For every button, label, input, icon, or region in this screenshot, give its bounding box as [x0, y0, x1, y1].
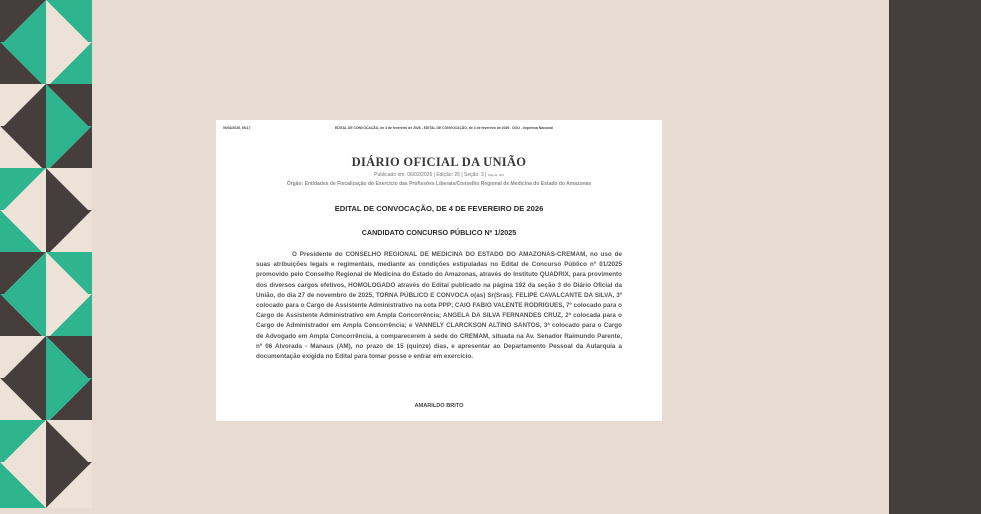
document-subtitle: CANDIDATO CONCURSO PÚBLICO Nº 1/2025 — [361, 228, 517, 237]
publication-page: Página: 263 — [487, 173, 504, 177]
document-title: EDITAL DE CONVOCAÇÃO, DE 4 DE FEVEREIRO DE 2026 — [334, 204, 544, 213]
publication-info — [216, 172, 662, 178]
right-decorative-band — [889, 0, 981, 514]
issuing-agency: Órgão: Entidades de Fiscalização do Exercício das Profissões Liberais/Conselho Regional de Medicina do Estado do Amazonas — [286, 181, 592, 187]
print-header — [223, 126, 655, 132]
publication-info-text: Publicado em: 06/02/2026 | Edição: 26 | Seção: 3 | — [374, 172, 487, 178]
geometric-pattern-band — [0, 0, 92, 514]
signature-name: AMARILDO BRITO — [414, 403, 464, 409]
print-page-title: EDITAL DE CONVOCAÇÃO, de 4 de fevereiro de 2026 - EDITAL DE CONVOCAÇÃO, de 4 de fevereiro de 2026 - DOU - Imprensa Nacional — [335, 126, 553, 130]
masthead: DIÁRIO OFICIAL DA UNIÃO — [351, 155, 527, 169]
document-body: O Presidente do CONSELHO REGIONAL DE MEDICINA DO ESTADO DO AMAZONAS-CREMAM, no uso de suas atribuições legais e regimentais, mediante as condições estipuladas no Edital de Concurso Público nº 01/2025 promovido pelo Conselho Regional de Medicina do Estado do Amazonas, através do Instituto QUADRIX, para provimento dos diversos cargos efetivos, HOMOLOGADO através do Edital publicado na página 192 da seção 3 do Diário Oficial da União, do dia 27 de novembro de 2025, TORNA PÚBLICO E CONVOCA o(as) Sr(Sras). FELIPE CAVALCANTE DA SILVA, 3º colocado para o Cargo de Assistente Administrativo na cota PPP; CAIO FABIO VALENTE RODRIGUES, 7º colocado para o Cargo de Assistente Administrativo em Ampla Concorrência; ANGELA DA SILVA FERNANDES CRUZ, 2ª colocada para o Cargo de Administrador em Ampla Concorrência; e VANNELY CLARCKSON ALTINO SANTOS, 3ª colocado para o Cargo de Advogado em Ampla Concorrência, a comparecerem à sede do CREMAM, situada na Av. Senador Raimundo Parente, nº 06 Alvorada - Manaus (AM), no prazo de 15 (quinze) dias, e apresentar ao Departamento Pessoal da Autarquia a documentação exigida no Edital para tomar posse e entrar em exercício. — [256, 251, 622, 361]
document-page — [216, 120, 662, 421]
triangle-pattern-graphic — [0, 0, 92, 514]
print-timestamp: 06/02/2026, 08:17 — [223, 126, 251, 130]
